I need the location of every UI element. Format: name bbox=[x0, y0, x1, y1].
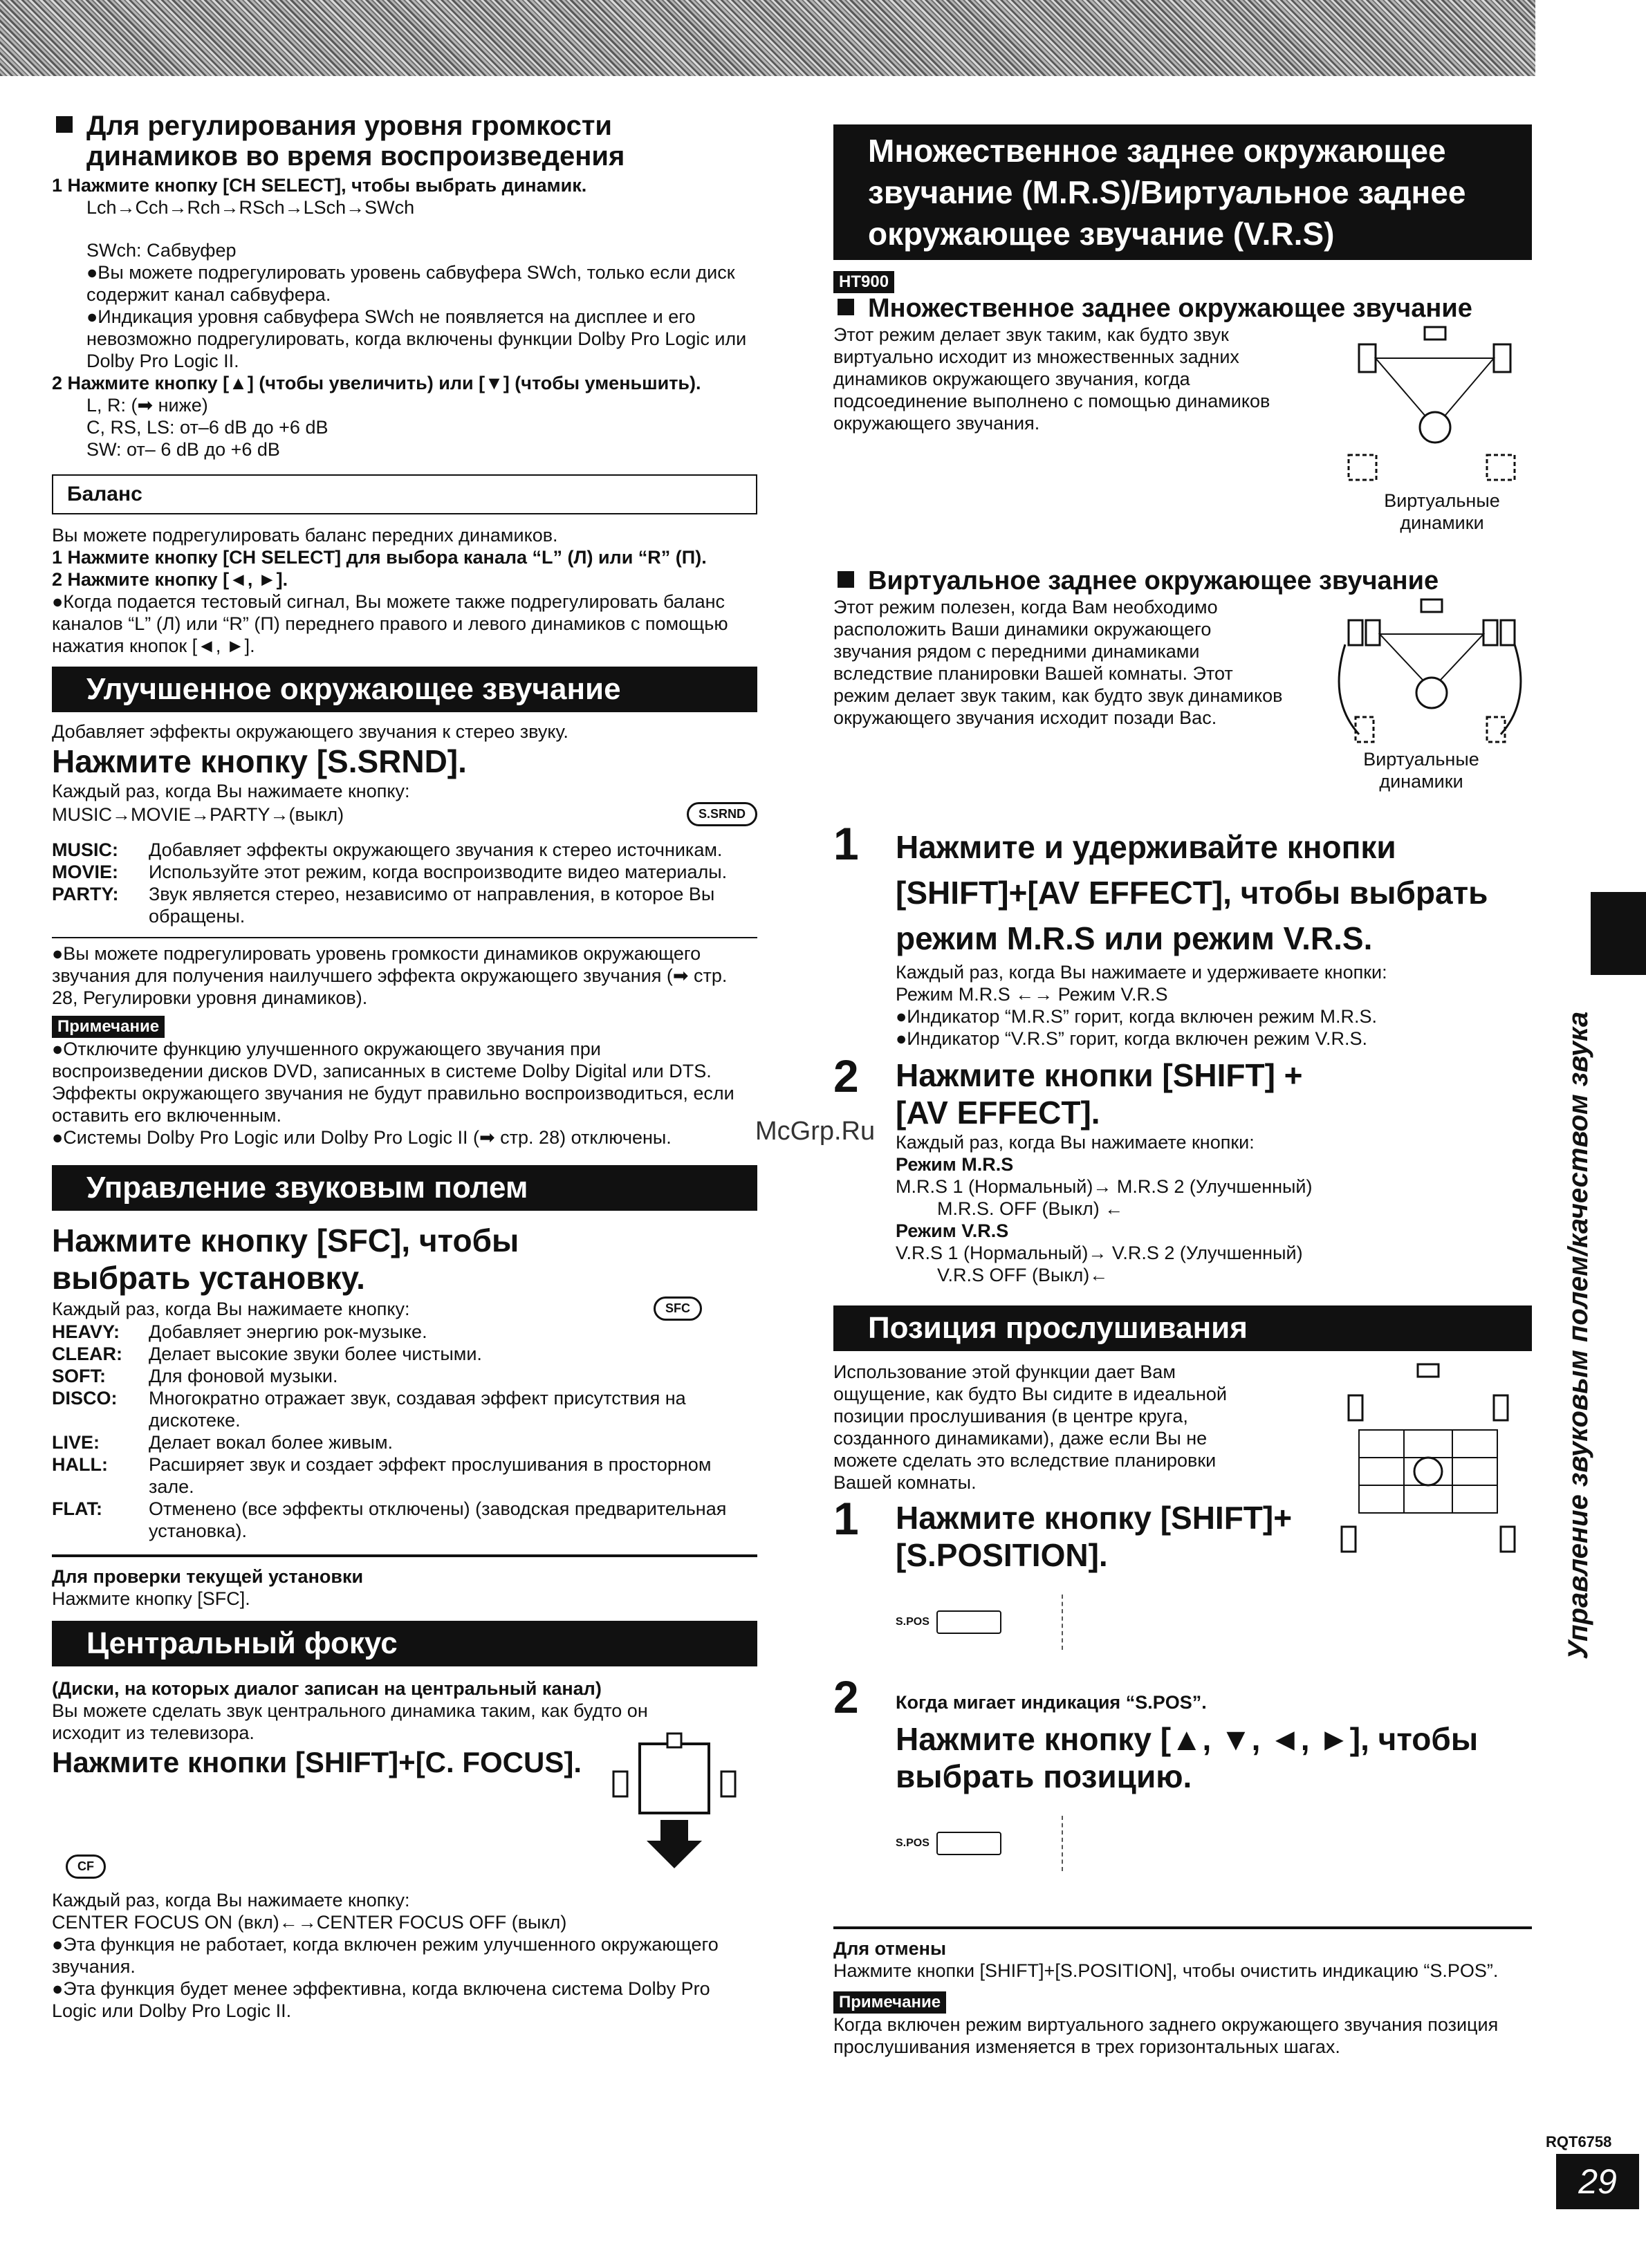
sfc-definitions bbox=[52, 1321, 757, 1542]
scan-noise-band bbox=[0, 0, 1535, 76]
position-section-bar: Позиция прослушивания bbox=[833, 1305, 1532, 1351]
sfc-button-icon: SFC bbox=[654, 1296, 702, 1321]
srnd-definitions bbox=[52, 839, 757, 927]
spos-label-2: S.POS bbox=[896, 1837, 930, 1849]
cancel-heading: Для отмены bbox=[833, 1938, 947, 1959]
srnd-value: Звук является стерео, независимо от направления, в которое Вы обращены. bbox=[149, 884, 715, 927]
spos-grid-icon bbox=[936, 1610, 1001, 1634]
sfc-value: Для фоновой музыки. bbox=[149, 1366, 338, 1386]
balance-text: Вы можете подрегулировать баланс передних динамиков. bbox=[52, 525, 558, 546]
sfc-key: CLEAR: bbox=[52, 1344, 122, 1364]
sfc-row bbox=[52, 1321, 757, 1343]
cf-bullet2: ●Эта функция будет менее эффективна, когда включена система Dolby Pro Logic или Dolby Pro Logic II. bbox=[52, 1978, 710, 2021]
vrs-diagram bbox=[1324, 596, 1525, 762]
sfc-key: FLAT: bbox=[52, 1498, 102, 1519]
volume-sw-range: SW: от– 6 dB до +6 dB bbox=[86, 439, 280, 460]
doc-code: RQT6758 bbox=[1546, 2133, 1612, 2150]
sfc-value: Добавляет энергию рок-музыке. bbox=[149, 1321, 427, 1342]
cf-section-bar: Центральный фокус bbox=[52, 1621, 757, 1666]
vrs-mode-heading: Режим V.R.S bbox=[896, 1220, 1009, 1241]
mrs-mode-line2: M.R.S. OFF (Выкл) ← bbox=[937, 1198, 1124, 1219]
mrs-step1-instruction: Нажмите и удерживайте кнопки [SHIFT]+[AV EFFECT], чтобы выбрать режим M.R.S или режим V.R.S. bbox=[896, 829, 1488, 956]
position-step2-sub: Когда мигает индикация “S.POS”. bbox=[896, 1692, 1207, 1713]
volume-step2: 2 Нажмите кнопку [▲] (чтобы увеличить) или [▼] (чтобы уменьшить). bbox=[52, 373, 701, 393]
srnd-row bbox=[52, 861, 757, 883]
volume-bullet2: ●Индикация уровня сабвуфера SWch не появляется на дисплее и его невозможно подрегулировать, когда включены функции Dolby Pro Logic или Dolby Pro Logic II. bbox=[86, 306, 747, 371]
srnd-note1: ●Отключите функцию улучшенного окружающего звучания при воспроизведении дисков DVD, записанных в системе Dolby Digital или DTS. Эффекты окружающего звучания не будут правильно воспроизводиться, если оставить его включенным. bbox=[52, 1039, 734, 1126]
srnd-key: MOVIE: bbox=[52, 862, 119, 882]
mrs-step2-each: Каждый раз, когда Вы нажимаете кнопки: bbox=[896, 1132, 1255, 1153]
cf-button-icon: CF bbox=[66, 1855, 106, 1879]
ssrnd-button-icon: S.SRND bbox=[687, 802, 757, 826]
side-tab-marker bbox=[1591, 892, 1646, 975]
volume-step1: 1 Нажмите кнопку [CH SELECT], чтобы выбрать динамик. bbox=[52, 175, 587, 196]
srnd-sequence: MUSIC→MOVIE→PARTY→(выкл) bbox=[52, 803, 344, 825]
left-column bbox=[52, 111, 757, 2022]
cancel-text: Нажмите кнопки [SHIFT]+[S.POSITION], чтобы очистить индикацию “S.POS”. bbox=[833, 1960, 1499, 1981]
srnd-bullet: ●Вы можете подрегулировать уровень громкости динамиков окружающего звучания для получения наилучшего эффекта окружающего звучания (➡ стр. 28, Регулировки уровня динамиков). bbox=[52, 943, 728, 1008]
center-focus-diagram bbox=[612, 1730, 750, 1910]
vrs-mode-line2: V.R.S OFF (Выкл)← bbox=[937, 1265, 1109, 1285]
mrs-step1-bullet1: ●Индикатор “M.R.S” горит, когда включен режим M.R.S. bbox=[896, 1006, 1377, 1027]
vrs-heading: Виртуальное заднее окружающее звучание bbox=[833, 566, 1532, 596]
srnd-value: Используйте этот режим, когда воспроизводите видео материалы. bbox=[149, 862, 728, 882]
cf-sequence: CENTER FOCUS ON (вкл)←→CENTER FOCUS OFF (выкл) bbox=[52, 1912, 567, 1933]
balance-box: Баланс bbox=[52, 474, 757, 514]
position-step2-instruction: Нажмите кнопку [▲, ▼, ◄, ►], чтобы выбрать позицию. bbox=[896, 1721, 1479, 1794]
mrs-diagram bbox=[1345, 324, 1525, 483]
page-number: 29 bbox=[1556, 2154, 1639, 2209]
mrs-mode-heading: Режим M.R.S bbox=[896, 1154, 1014, 1175]
mrs-text: Этот режим делает звук таким, как будто звук виртуально исходит из множественных задних динамиков окружающего звучания, когда подсоединение выполнено с помощью динамиков окружающего звучания. bbox=[833, 324, 1270, 434]
note-tag: Примечание bbox=[52, 1016, 165, 1038]
balance-bullet: ●Когда подается тестовый сигнал, Вы можете также подрегулировать баланс каналов “L” (Л) или “R” (П) переднего правого и левого динамиков с помощью нажатия кнопок [◄, ►]. bbox=[52, 591, 728, 656]
step-2-number: 2 bbox=[833, 1050, 859, 1102]
srnd-row bbox=[52, 883, 757, 927]
sfc-row bbox=[52, 1387, 757, 1431]
sfc-row bbox=[52, 1431, 757, 1453]
spos-label-1: S.POS bbox=[896, 1616, 930, 1628]
position-step-1-number: 1 bbox=[833, 1493, 859, 1544]
sfc-key: HEAVY: bbox=[52, 1321, 120, 1342]
sfc-key: HALL: bbox=[52, 1454, 108, 1475]
sfc-value: Многократно отражает звук, создавая эффект присутствия на дискотеке. bbox=[149, 1388, 686, 1431]
position-note: Когда включен режим виртуального заднего окружающего звучания позиция прослушивания изменяется в трех горизонтальных шагах. bbox=[833, 2014, 1499, 2057]
volume-heading: Для регулирования уровня громкости динамиков во время воспроизведения bbox=[52, 111, 757, 171]
note-tag-right: Примечание bbox=[833, 1991, 946, 2014]
sfc-row bbox=[52, 1365, 757, 1387]
srnd-instruction: Нажмите кнопку [S.SRND]. bbox=[52, 743, 467, 779]
spos-display-1 bbox=[896, 1595, 1063, 1650]
sfc-key: LIVE: bbox=[52, 1432, 100, 1453]
volume-crs: C, RS, LS: от–6 dB до +6 dB bbox=[86, 417, 329, 438]
sfc-row bbox=[52, 1498, 757, 1542]
cf-intro: Вы можете сделать звук центрального динамика таким, как будто он исходит из телевизора. bbox=[52, 1700, 648, 1743]
ht900-tag: HT900 bbox=[833, 271, 894, 293]
step-1-number: 1 bbox=[833, 818, 859, 869]
sfc-check-text: Нажмите кнопку [SFC]. bbox=[52, 1588, 250, 1609]
vrs-text: Этот режим полезен, когда Вам необходимо расположить Ваши динамики окружающего звучания рядом с передними динамиками вследствие планировки Вашей комнаты. Этот режим делает звук таким, как будто звук динамиков окружающего звучания исходит позади Вас. bbox=[833, 597, 1283, 728]
balance-step2: 2 Нажмите кнопку [◄, ►]. bbox=[52, 569, 288, 590]
volume-bullet1: ●Вы можете подрегулировать уровень сабвуфера SWch, только если диск содержит канал сабвуфера. bbox=[86, 262, 735, 305]
sfc-each: Каждый раз, когда Вы нажимаете кнопку: bbox=[52, 1298, 410, 1319]
sfc-value: Отменено (все эффекты отключены) (заводская предварительная установка). bbox=[149, 1498, 727, 1541]
sfc-key: DISCO: bbox=[52, 1388, 118, 1409]
mrs-step2-instruction: Нажмите кнопки [SHIFT] + [AV EFFECT]. bbox=[896, 1057, 1303, 1131]
position-text: Использование этой функции дает Вам ощущение, как будто Вы сидите в идеальной позиции прослушивания (в центре круга, созданного динамиками), даже если Вы не можете сделать это вследствие планировки Вашей комнаты. bbox=[833, 1361, 1227, 1493]
sfc-key: SOFT: bbox=[52, 1366, 106, 1386]
vrs-mode-line1: V.R.S 1 (Нормальный)→ V.R.S 2 (Улучшенный) bbox=[896, 1243, 1303, 1263]
cf-bullet1: ●Эта функция не работает, когда включен режим улучшенного окружающего звучания. bbox=[52, 1934, 719, 1977]
mrs-step1-bullet2: ●Индикатор “V.R.S” горит, когда включен режим V.R.S. bbox=[896, 1028, 1368, 1049]
sfc-row bbox=[52, 1343, 757, 1365]
right-column bbox=[833, 124, 1532, 2058]
cf-subtitle: (Диски, на которых диалог записан на центральный канал) bbox=[52, 1678, 602, 1699]
srnd-key: MUSIC: bbox=[52, 839, 118, 860]
srnd-intro: Добавляет эффекты окружающего звучания к стерео звуку. bbox=[52, 721, 568, 742]
srnd-note2: ●Системы Dolby Pro Logic или Dolby Pro Logic II (➡ стр. 28) отключены. bbox=[52, 1127, 672, 1148]
balance-step1: 1 Нажмите кнопку [CH SELECT] для выбора канала “L” (Л) или “R” (П). bbox=[52, 547, 707, 568]
side-section-title: Управление звуковым полем/качеством звука bbox=[1563, 1011, 1593, 1660]
position-step-2-number: 2 bbox=[833, 1671, 859, 1722]
mrs-section-bar: Множественное заднее окружающее звучание (M.R.S)/Виртуальное заднее окружающее звучание (V.R.S) bbox=[833, 124, 1532, 260]
sfc-value: Расширяет звук и создает эффект прослушивания в просторном зале. bbox=[149, 1454, 712, 1497]
position-step1-instruction: Нажмите кнопку [SHIFT]+ [S.POSITION]. bbox=[896, 1500, 1293, 1573]
mrs-heading: Множественное заднее окружающее звучание bbox=[833, 293, 1532, 324]
srnd-value: Добавляет эффекты окружающего звучания к стерео источникам. bbox=[149, 839, 723, 860]
spos-display-2 bbox=[896, 1816, 1063, 1871]
cf-instruction: Нажмите кнопки [SHIFT]+[C. FOCUS]. bbox=[52, 1746, 582, 1778]
volume-sw: SWch: Сабвуфер bbox=[86, 240, 237, 261]
volume-sequence: Lch→Cch→Rch→RSch→LSch→SWch bbox=[86, 197, 415, 218]
sfc-instruction: Нажмите кнопку [SFC], чтобы выбрать установку. bbox=[52, 1223, 519, 1296]
virtual-speakers-label-2: Виртуальные динамики bbox=[1363, 749, 1479, 792]
srnd-section-bar: Улучшенное окружающее звучание bbox=[52, 667, 757, 712]
cf-each: Каждый раз, когда Вы нажимаете кнопку: bbox=[52, 1890, 410, 1911]
spos-grid-icon bbox=[936, 1832, 1001, 1855]
srnd-row bbox=[52, 839, 757, 861]
sfc-check-heading: Для проверки текущей установки bbox=[52, 1566, 364, 1587]
sfc-row bbox=[52, 1453, 757, 1498]
srnd-each: Каждый раз, когда Вы нажимаете кнопку: bbox=[52, 781, 410, 801]
watermark: McGrp.Ru bbox=[755, 1117, 876, 1146]
mrs-step1-each: Каждый раз, когда Вы нажимаете и удерживаете кнопки: bbox=[896, 962, 1387, 983]
mrs-mode-line1: M.R.S 1 (Нормальный)→ M.R.S 2 (Улучшенный) bbox=[896, 1176, 1313, 1197]
sfc-value: Делает вокал более живым. bbox=[149, 1432, 394, 1453]
sfc-value: Делает высокие звуки более чистыми. bbox=[149, 1344, 482, 1364]
volume-lr: L, R: (➡ ниже) bbox=[86, 395, 208, 416]
mrs-step1-seq: Режим M.R.S ←→ Режим V.R.S bbox=[896, 984, 1168, 1005]
virtual-speakers-label-1: Виртуальные динамики bbox=[1384, 490, 1500, 533]
sfc-section-bar: Управление звуковым полем bbox=[52, 1165, 757, 1211]
srnd-key: PARTY: bbox=[52, 884, 119, 904]
